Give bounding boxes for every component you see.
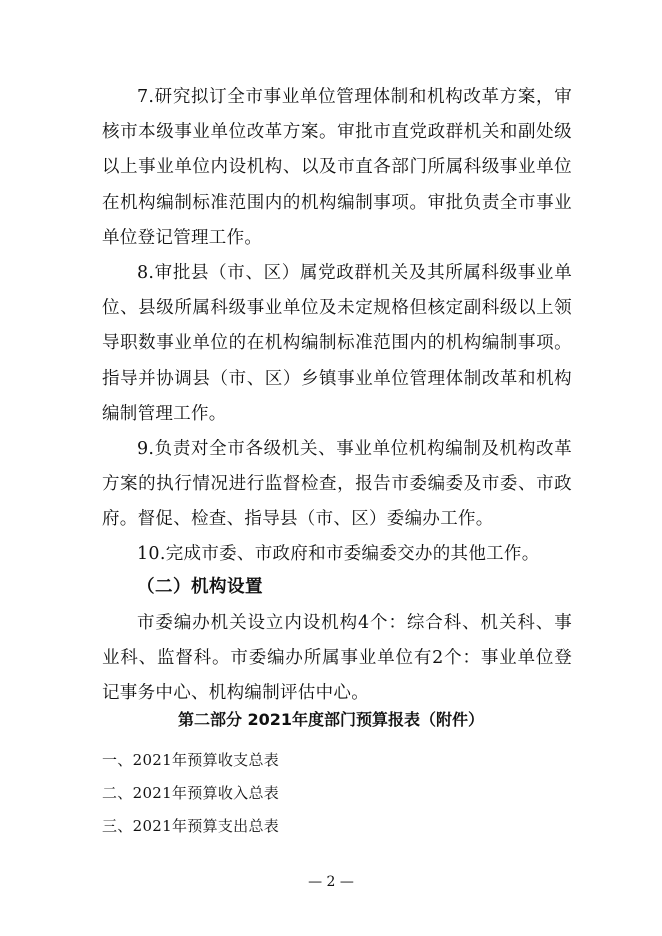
section-heading: （二）机构设置 — [137, 577, 263, 597]
list-item: 三、2021年预算支出总表 — [102, 817, 280, 835]
page-number: — 2 — — [308, 874, 354, 890]
list-item: 二、2021年预算收入总表 — [102, 784, 280, 802]
paragraph-item-8: 8.审批县（市、区）属党政群机关及其所属科级事业单位、县级所属科级事业单位及未定规格但核定副科级以上领导职数事业单位的在机构编制标准范围内的机构编制事项。指导并协调县（市、区）乡镇事业单位管理体制改革和机构编制管理工作。 — [102, 263, 572, 424]
paragraph-item-9: 9.负责对全市各级机关、事业单位机构编制及机构改革方案的执行情况进行监督检查，报告市委编委及市委、市政府。督促、检查、指导县（市、区）委编办工作。 — [102, 439, 572, 530]
paragraph-item-10: 10.完成市委、市政府和市委编委交办的其他工作。 — [137, 544, 540, 564]
part-title: 第二部分 2021年度部门预算报表（附件） — [177, 710, 485, 729]
list-item: 一、2021年预算收支总表 — [102, 751, 280, 769]
paragraph-item-7: 7.研究拟订全市事业单位管理体制和机构改革方案，审核市本级事业单位改革方案。审批市直党政群机关和副处级以上事业单位内设机构、以及市直各部门所属科级事业单位在机构编制标准范围内的机构编制事项。审批负责全市事业单位登记管理工作。 — [102, 87, 572, 248]
section-paragraph: 市委编办机关设立内设机构4个：综合科、机关科、事业科、监督科。市委编办所属事业单位有2个：事业单位登记事务中心、机构编制评估中心。 — [102, 613, 572, 704]
